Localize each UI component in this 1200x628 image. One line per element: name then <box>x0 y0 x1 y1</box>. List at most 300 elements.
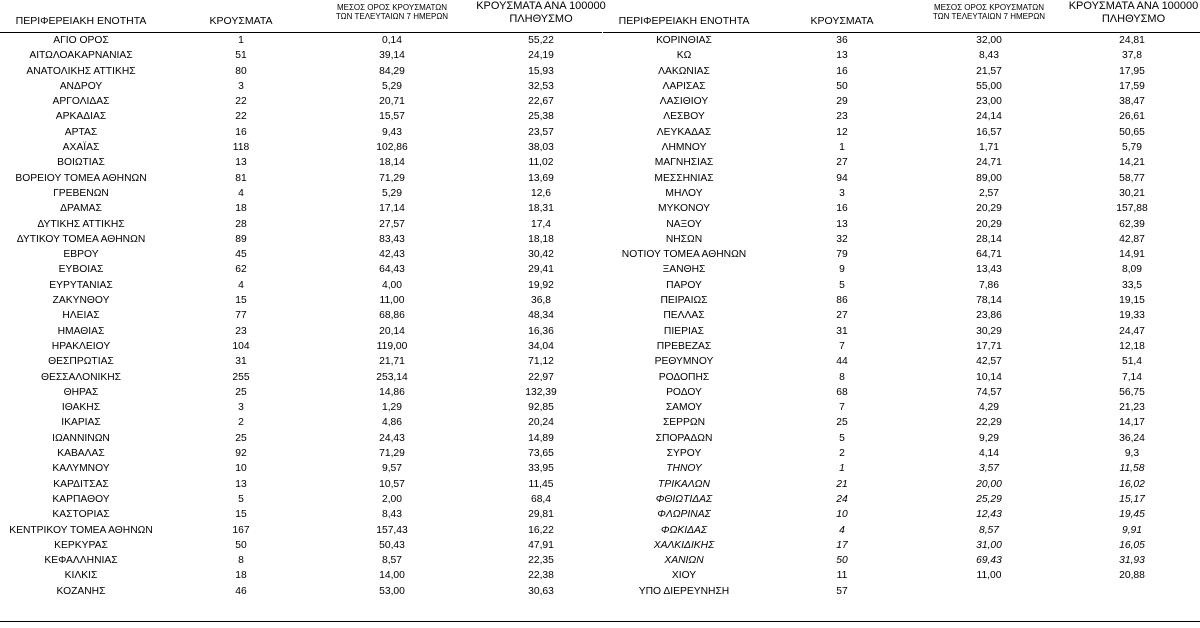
mean-cell: 13,43 <box>976 264 1002 276</box>
cases-cell: 27 <box>836 310 848 322</box>
cases-cell: 94 <box>836 172 848 184</box>
cases-cell: 18 <box>235 203 247 215</box>
table-row <box>0 477 602 492</box>
cases-cell: 46 <box>235 585 247 597</box>
table-row <box>0 140 602 155</box>
table-row <box>603 109 1200 124</box>
table-row <box>603 232 1200 247</box>
per-100k-cell: 30,42 <box>528 249 554 261</box>
per-100k-cell: 17,95 <box>1119 65 1145 77</box>
table-row <box>603 125 1200 140</box>
region-cell: ΚΕΝΤΡΙΚΟΥ ΤΟΜΕΑ ΑΘΗΝΩΝ <box>9 524 153 536</box>
table-row <box>603 584 1200 599</box>
region-cell: ΡΟΔΟΠΗΣ <box>658 371 710 383</box>
region-cell: ΙΩΑΝΝΙΝΩΝ <box>52 432 110 444</box>
table-row <box>0 507 602 522</box>
cases-cell: 10 <box>235 463 247 475</box>
mean-cell: 5,29 <box>381 187 403 199</box>
table-row <box>603 324 1200 339</box>
per-100k-cell: 37,8 <box>1121 50 1143 62</box>
mean-cell: 3,57 <box>978 463 1000 475</box>
region-cell: ΔΥΤΙΚΟΥ ΤΟΜΕΑ ΑΘΗΝΩΝ <box>16 233 146 245</box>
table-row <box>0 385 602 400</box>
region-cell: ΚΑΒΑΛΑΣ <box>57 448 105 460</box>
region-cell: ΑΙΤΩΛΟΑΚΑΡΝΑΝΙΑΣ <box>29 50 133 62</box>
per-100k-cell: 33,95 <box>528 463 554 475</box>
per-100k-cell: 33,5 <box>1121 279 1143 291</box>
per-100k-cell: 132,39 <box>525 386 557 398</box>
table-row <box>0 293 602 308</box>
per-100k-cell: 19,92 <box>528 279 554 291</box>
table-row <box>0 461 602 476</box>
region-cell: ΜΕΣΣΗΝΙΑΣ <box>654 172 714 184</box>
region-cell: ΚΟΡΙΝΘΙΑΣ <box>656 35 712 46</box>
region-cell: ΙΘΑΚΗΣ <box>61 402 101 414</box>
table-row <box>0 109 602 124</box>
per-100k-cell: 38,03 <box>528 142 554 154</box>
cases-cell: 36 <box>836 35 848 46</box>
table-row <box>0 553 602 568</box>
cases-cell: 27 <box>836 157 848 169</box>
per-100k-cell: 17,59 <box>1119 80 1145 92</box>
table-row <box>603 171 1200 186</box>
region-cell: ΣΑΜΟΥ <box>665 402 703 414</box>
mean-cell: 42,57 <box>976 356 1002 368</box>
cases-cell: 24 <box>836 493 848 505</box>
table-row <box>603 217 1200 232</box>
header-per-line2: ΠΛΗΘΥΣΜΟ <box>1101 12 1166 25</box>
mean-cell: 10,57 <box>379 478 405 490</box>
header-per-line1: ΚΡΟΥΣΜΑΤΑ ΑΝΑ 100000 <box>1068 0 1199 12</box>
per-100k-cell: 55,22 <box>528 35 554 46</box>
per-100k-cell: 19,45 <box>1119 509 1145 521</box>
cases-cell: 86 <box>836 295 848 307</box>
per-100k-cell: 51,4 <box>1121 356 1143 368</box>
per-100k-cell: 17,4 <box>530 218 552 230</box>
per-100k-cell: 8,09 <box>1121 264 1143 276</box>
table-row <box>0 431 602 446</box>
table-row <box>603 79 1200 94</box>
per-100k-cell: 42,87 <box>1119 233 1145 245</box>
table-body <box>603 33 1200 599</box>
mean-cell: 8,57 <box>978 524 1000 536</box>
cases-cell: 23 <box>836 111 848 123</box>
region-cell: ΘΕΣΣΑΛΟΝΙΚΗΣ <box>40 371 122 383</box>
mean-cell: 17,71 <box>976 340 1002 352</box>
mean-cell: 5,29 <box>381 80 403 92</box>
table-row <box>0 217 602 232</box>
table-row <box>0 538 602 553</box>
table-row <box>0 584 602 599</box>
mean-cell: 20,29 <box>976 218 1002 230</box>
mean-cell: 11,00 <box>379 295 405 307</box>
cases-cell: 2 <box>839 448 845 460</box>
cases-cell: 62 <box>235 264 247 276</box>
table-row <box>0 48 602 63</box>
mean-cell: 4,14 <box>978 448 1000 460</box>
per-100k-cell: 29,81 <box>528 509 554 521</box>
region-cell: ΘΕΣΠΡΩΤΙΑΣ <box>48 356 114 368</box>
region-cell: ΣΠΟΡΑΔΩΝ <box>655 432 713 444</box>
cases-cell: 1 <box>839 142 845 154</box>
region-cell: ΠΡΕΒΕΖΑΣ <box>656 340 712 352</box>
table-row <box>0 400 602 415</box>
region-cell: ΑΓΙΟ ΟΡΟΣ <box>53 35 109 46</box>
table-row <box>0 201 602 216</box>
mean-cell: 2,57 <box>978 187 1000 199</box>
table-row <box>603 400 1200 415</box>
mean-cell: 14,86 <box>379 386 405 398</box>
mean-cell: 64,43 <box>379 264 405 276</box>
mean-cell: 50,43 <box>379 539 405 551</box>
region-cell: ΡΟΔΟΥ <box>666 386 702 398</box>
mean-cell: 53,00 <box>379 585 405 597</box>
region-cell: ΠΙΕΡΙΑΣ <box>663 325 705 337</box>
mean-cell: 8,43 <box>978 50 1000 62</box>
table-row <box>603 431 1200 446</box>
region-cell: ΚΩ <box>676 50 692 62</box>
mean-cell: 7,86 <box>978 279 1000 291</box>
table-row <box>0 155 602 170</box>
table-row <box>0 523 602 538</box>
per-100k-cell: 22,35 <box>528 555 554 567</box>
per-100k-cell: 5,79 <box>1121 142 1143 154</box>
table-header <box>0 0 606 33</box>
table-row <box>0 247 602 262</box>
mean-cell: 22,29 <box>976 417 1002 429</box>
mean-cell: 157,43 <box>376 524 408 536</box>
region-cell: ΘΗΡΑΣ <box>63 386 99 398</box>
per-100k-cell: 14,17 <box>1119 417 1145 429</box>
mean-cell: 4,00 <box>381 279 403 291</box>
header-per-line1: ΚΡΟΥΣΜΑΤΑ ΑΝΑ 100000 <box>476 0 606 12</box>
left-table <box>0 0 606 599</box>
per-100k-cell: 11,02 <box>528 157 554 169</box>
region-cell: ΗΡΑΚΛΕΙΟΥ <box>51 340 111 352</box>
cases-cell: 3 <box>238 80 244 92</box>
mean-cell: 20,71 <box>379 96 405 108</box>
region-cell: ΣΥΡΟΥ <box>666 448 702 460</box>
per-100k-cell: 9,3 <box>1124 448 1140 460</box>
region-cell: ΚΑΡΔΙΤΣΑΣ <box>53 478 109 490</box>
cases-cell: 51 <box>235 50 247 62</box>
table-row <box>0 125 602 140</box>
cases-cell: 104 <box>232 340 250 352</box>
cases-cell: 1 <box>839 463 845 475</box>
per-100k-cell: 15,93 <box>528 65 554 77</box>
cases-cell: 25 <box>836 417 848 429</box>
per-100k-cell: 11,45 <box>528 478 554 490</box>
cases-cell: 17 <box>836 539 848 551</box>
table-row <box>603 492 1200 507</box>
region-cell: ΚΕΦΑΛΛΗΝΙΑΣ <box>44 555 118 567</box>
cases-cell: 4 <box>839 524 845 536</box>
region-cell: ΠΕΛΛΑΣ <box>663 310 705 322</box>
table-row <box>603 507 1200 522</box>
mean-cell: 20,29 <box>976 203 1002 215</box>
mean-cell: 71,29 <box>379 172 405 184</box>
cases-cell: 5 <box>238 493 244 505</box>
mean-cell: 31,00 <box>976 539 1002 551</box>
cases-cell: 18 <box>235 570 247 582</box>
mean-cell: 16,57 <box>976 126 1002 138</box>
per-100k-cell: 14,21 <box>1119 157 1145 169</box>
region-cell: ΑΝΑΤΟΛΙΚΗΣ ΑΤΤΙΚΗΣ <box>26 65 136 77</box>
cases-cell: 4 <box>238 187 244 199</box>
per-100k-cell: 24,81 <box>1119 35 1145 46</box>
mean-cell: 11,00 <box>976 570 1002 582</box>
table-row <box>603 201 1200 216</box>
mean-cell: 15,57 <box>379 111 405 123</box>
cases-cell: 255 <box>232 371 250 383</box>
region-cell: ΝΗΣΩΝ <box>665 233 703 245</box>
region-cell: ΞΑΝΘΗΣ <box>662 264 706 276</box>
cases-cell: 31 <box>836 325 848 337</box>
cases-cell: 13 <box>836 50 848 62</box>
mean-cell: 69,43 <box>976 555 1002 567</box>
mean-cell: 20,00 <box>976 478 1002 490</box>
mean-cell: 78,14 <box>976 295 1002 307</box>
per-100k-cell: 68,4 <box>530 493 552 505</box>
cases-cell: 16 <box>235 126 247 138</box>
per-100k-cell: 9,91 <box>1121 524 1143 536</box>
mean-cell: 23,00 <box>976 96 1002 108</box>
region-cell: ΚΙΛΚΙΣ <box>64 570 98 582</box>
mean-cell: 32,00 <box>976 35 1002 46</box>
table-row <box>603 48 1200 63</box>
table-row <box>0 33 602 48</box>
table-header <box>603 0 1200 33</box>
region-cell: ΚΟΖΑΝΗΣ <box>56 585 106 597</box>
mean-cell: 8,43 <box>381 509 403 521</box>
mean-cell: 4,29 <box>978 402 1000 414</box>
header-mean <box>330 3 454 21</box>
region-cell: ΛΕΣΒΟΥ <box>663 111 705 123</box>
header-per-100k <box>1067 0 1200 25</box>
cases-cell: 28 <box>235 218 247 230</box>
cases-cell: 57 <box>836 585 848 597</box>
cases-cell: 22 <box>235 111 247 123</box>
per-100k-cell: 30,63 <box>528 585 554 597</box>
region-cell: ΝΟΤΙΟΥ ΤΟΜΕΑ ΑΘΗΝΩΝ <box>621 249 747 261</box>
region-cell: ΤΗΝΟΥ <box>666 463 702 475</box>
per-100k-cell: 22,97 <box>528 371 554 383</box>
table-row <box>603 461 1200 476</box>
right-table <box>603 0 1200 599</box>
mean-cell: 24,43 <box>379 432 405 444</box>
per-100k-cell: 22,67 <box>528 96 554 108</box>
region-cell: ΜΗΛΟΥ <box>665 187 703 199</box>
table-row <box>603 477 1200 492</box>
mean-cell: 42,43 <box>379 249 405 261</box>
table-row <box>603 370 1200 385</box>
mean-cell: 24,14 <box>976 111 1002 123</box>
table-row <box>0 171 602 186</box>
per-100k-cell: 16,02 <box>1119 478 1145 490</box>
cases-cell: 16 <box>836 203 848 215</box>
table-row <box>603 140 1200 155</box>
table-row <box>0 79 602 94</box>
region-cell: ΚΕΡΚΥΡΑΣ <box>54 539 108 551</box>
per-100k-cell: 92,85 <box>528 402 554 414</box>
cases-cell: 5 <box>839 279 845 291</box>
cases-cell: 32 <box>836 233 848 245</box>
region-cell: ΕΥΒΟΙΑΣ <box>58 264 104 276</box>
table-row <box>0 339 602 354</box>
cases-cell: 21 <box>836 478 848 490</box>
mean-cell: 1,29 <box>381 402 403 414</box>
cases-cell: 1 <box>238 35 244 46</box>
per-100k-cell: 73,65 <box>528 448 554 460</box>
mean-cell: 12,43 <box>976 509 1002 521</box>
region-cell: ΖΑΚΥΝΘΟΥ <box>52 295 110 307</box>
table-row <box>603 568 1200 583</box>
table-row <box>603 94 1200 109</box>
header-mean <box>927 3 1051 21</box>
mean-cell: 23,86 <box>976 310 1002 322</box>
region-cell: ΑΡΤΑΣ <box>64 126 98 138</box>
table-row <box>603 415 1200 430</box>
mean-cell: 24,71 <box>976 157 1002 169</box>
cases-cell: 23 <box>235 325 247 337</box>
cases-cell: 25 <box>235 432 247 444</box>
table-row <box>603 262 1200 277</box>
table-row <box>0 492 602 507</box>
region-cell: ΧΙΟΥ <box>671 570 697 582</box>
region-cell: ΧΑΛΚΙΔΙΚΗΣ <box>653 539 715 551</box>
per-100k-cell: 18,31 <box>528 203 554 215</box>
mean-cell: 1,71 <box>978 142 1000 154</box>
header-mean-line1: ΜΕΣΟΣ ΟΡΟΣ ΚΡΟΥΣΜΑΤΩΝ <box>933 3 1045 12</box>
per-100k-cell: 38,47 <box>1119 96 1145 108</box>
table-row <box>0 446 602 461</box>
per-100k-cell: 16,05 <box>1119 539 1145 551</box>
mean-cell: 84,29 <box>379 65 405 77</box>
region-cell: ΦΛΩΡΙΝΑΣ <box>657 509 711 521</box>
cases-cell: 167 <box>232 524 250 536</box>
cases-cell: 45 <box>235 249 247 261</box>
header-mean-line2: ΤΩΝ ΤΕΛΕΥΤΑΙΩΝ 7 ΗΜΕΡΩΝ <box>335 12 449 22</box>
mean-cell: 102,86 <box>376 142 408 154</box>
table-row <box>603 553 1200 568</box>
mean-cell: 71,29 <box>379 448 405 460</box>
header-per-100k <box>476 0 606 25</box>
region-cell: ΝΑΞΟΥ <box>666 218 702 230</box>
table-row <box>603 538 1200 553</box>
table-body <box>0 33 602 599</box>
per-100k-cell: 19,33 <box>1119 310 1145 322</box>
per-100k-cell: 29,41 <box>528 264 554 276</box>
region-cell: ΚΑΛΥΜΝΟΥ <box>52 463 110 475</box>
per-100k-cell: 16,36 <box>528 325 554 337</box>
mean-cell: 83,43 <box>379 233 405 245</box>
region-cell: ΑΡΓΟΛΙΔΑΣ <box>52 96 110 108</box>
per-100k-cell: 26,61 <box>1119 111 1145 123</box>
table-row <box>603 339 1200 354</box>
cases-cell: 22 <box>235 96 247 108</box>
cases-cell: 4 <box>238 279 244 291</box>
table-row <box>0 278 602 293</box>
region-cell: ΠΑΡΟΥ <box>666 279 702 291</box>
per-100k-cell: 30,21 <box>1119 187 1145 199</box>
cases-cell: 29 <box>836 96 848 108</box>
table-row <box>0 415 602 430</box>
per-100k-cell: 34,04 <box>528 340 554 352</box>
table-row <box>603 33 1200 48</box>
mean-cell: 20,14 <box>379 325 405 337</box>
region-cell: ΥΠΟ ΔΙΕΡΕΥΝΗΣΗ <box>638 585 730 597</box>
mean-cell: 25,29 <box>976 493 1002 505</box>
per-100k-cell: 47,91 <box>528 539 554 551</box>
region-cell: ΔΥΤΙΚΗΣ ΑΤΤΙΚΗΣ <box>37 218 125 230</box>
region-cell: ΦΩΚΙΔΑΣ <box>660 524 708 536</box>
table-row <box>0 324 602 339</box>
table-row <box>0 568 602 583</box>
cases-cell: 50 <box>235 539 247 551</box>
mean-cell: 39,14 <box>379 50 405 62</box>
mean-cell: 89,00 <box>976 172 1002 184</box>
per-100k-cell: 21,23 <box>1119 402 1145 414</box>
per-100k-cell: 24,19 <box>528 50 554 62</box>
cases-cell: 50 <box>836 555 848 567</box>
per-100k-cell: 11,58 <box>1119 463 1145 475</box>
cases-cell: 3 <box>238 402 244 414</box>
mean-cell: 17,14 <box>379 203 405 215</box>
cases-cell: 7 <box>839 402 845 414</box>
mean-cell: 21,71 <box>379 356 405 368</box>
region-cell: ΚΑΡΠΑΘΟΥ <box>52 493 110 505</box>
region-cell: ΜΥΚΟΝΟΥ <box>658 203 710 215</box>
per-100k-cell: 62,39 <box>1119 218 1145 230</box>
cases-cell: 81 <box>235 172 247 184</box>
per-100k-cell: 19,15 <box>1119 295 1145 307</box>
cases-cell: 118 <box>232 142 250 154</box>
header-per-line2: ΠΛΗΘΥΣΜΟ <box>509 12 573 25</box>
per-100k-cell: 20,24 <box>528 417 554 429</box>
table-row <box>603 64 1200 79</box>
cases-cell: 10 <box>836 509 848 521</box>
region-cell: ΚΑΣΤΟΡΙΑΣ <box>52 509 110 521</box>
table-row <box>603 293 1200 308</box>
per-100k-cell: 25,38 <box>528 111 554 123</box>
cases-cell: 12 <box>836 126 848 138</box>
cases-cell: 7 <box>839 340 845 352</box>
cases-cell: 44 <box>836 356 848 368</box>
table-row <box>603 186 1200 201</box>
table-row <box>603 523 1200 538</box>
header-cases: ΚΡΟΥΣΜΑΤΑ <box>209 15 273 27</box>
cases-cell: 25 <box>235 386 247 398</box>
cases-cell: 16 <box>836 65 848 77</box>
per-100k-cell: 7,14 <box>1121 371 1143 383</box>
table-row <box>0 354 602 369</box>
header-mean-line2: ΤΩΝ ΤΕΛΕΥΤΑΙΩΝ 7 ΗΜΕΡΩΝ <box>932 12 1046 22</box>
mean-cell: 9,43 <box>381 126 403 138</box>
table-row <box>0 370 602 385</box>
region-cell: ΑΧΑΪΑΣ <box>62 142 100 154</box>
cases-cell: 13 <box>235 157 247 169</box>
mean-cell: 64,71 <box>976 249 1002 261</box>
region-cell: ΛΑΡΙΣΑΣ <box>662 80 706 92</box>
mean-cell: 2,00 <box>381 493 403 505</box>
per-100k-cell: 15,17 <box>1119 493 1145 505</box>
cases-cell: 15 <box>235 509 247 521</box>
mean-cell: 9,29 <box>978 432 1000 444</box>
cases-cell: 2 <box>238 417 244 429</box>
per-100k-cell: 20,88 <box>1119 570 1145 582</box>
table-row <box>0 262 602 277</box>
region-cell: ΛΑΚΩΝΙΑΣ <box>658 65 710 77</box>
